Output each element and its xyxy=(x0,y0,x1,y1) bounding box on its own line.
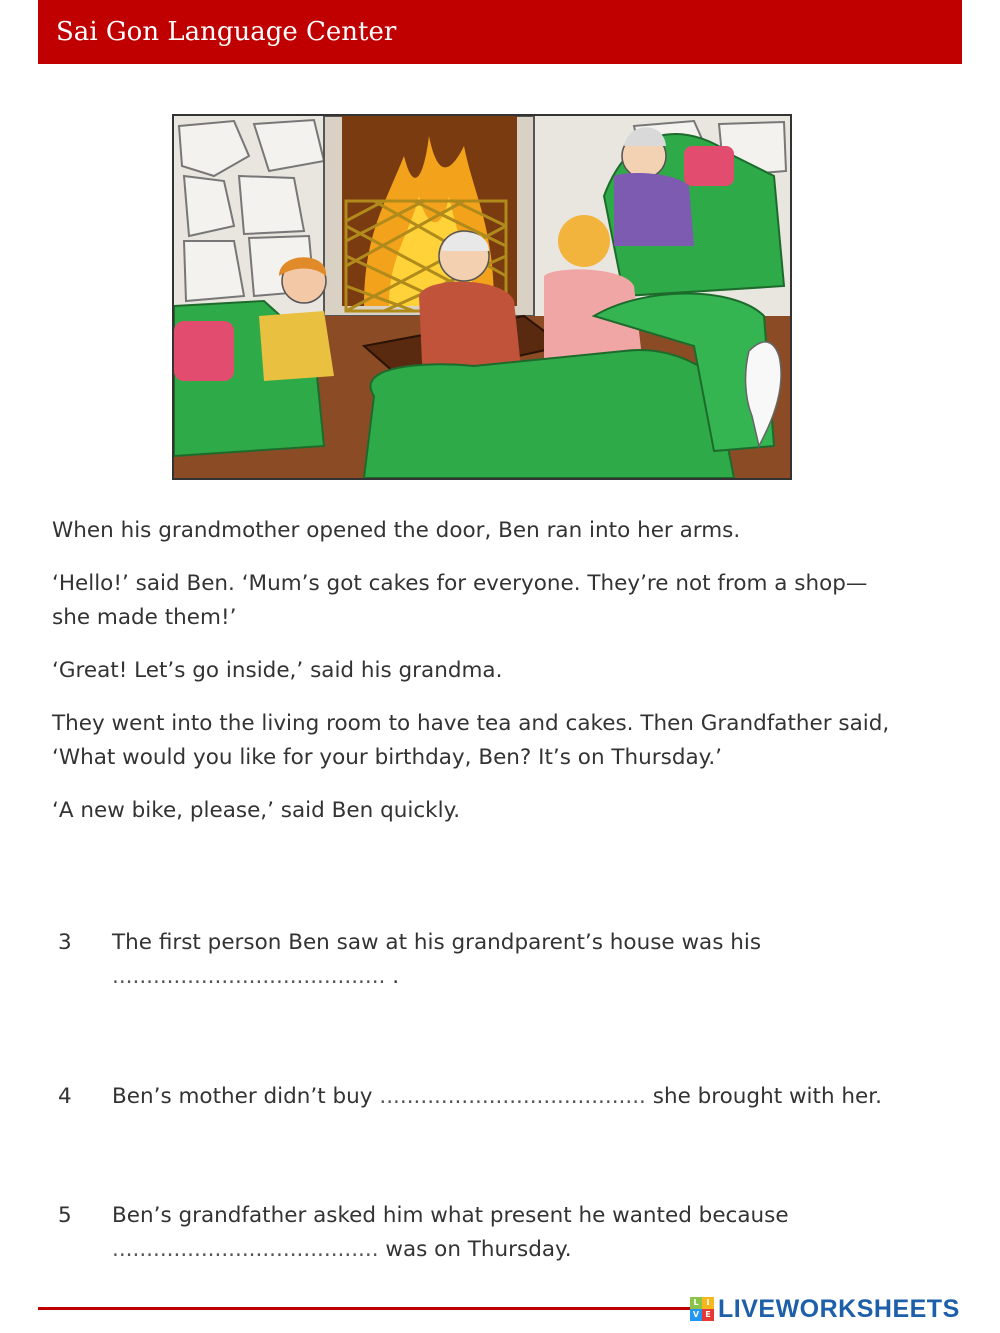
story-line: They went into the living room to have tea and cakes. Then Grandfather said, xyxy=(52,711,890,736)
question-text-end: was on Thursday. xyxy=(378,1237,572,1262)
liveworksheets-wordmark: LIVEWORKSHEETS xyxy=(718,1294,960,1323)
question-3 xyxy=(58,926,938,994)
question-text: The first person Ben saw at his grandparent’s house was his xyxy=(112,930,762,955)
story-paragraph xyxy=(52,654,932,688)
story-illustration xyxy=(172,114,792,480)
header-title: Sai Gon Language Center xyxy=(56,17,397,47)
badge-letter: I xyxy=(702,1297,714,1309)
story-paragraph xyxy=(52,567,932,635)
answer-blank[interactable]: ....................................... xyxy=(379,1084,646,1109)
question-text: Ben’s grandfather asked him what present he wanted because xyxy=(112,1203,789,1228)
footer-divider xyxy=(38,1307,698,1310)
question-number: 3 xyxy=(58,930,72,955)
question-4 xyxy=(58,1080,938,1114)
story-line: ‘What would you like for your birthday, Ben? It’s on Thursday.’ xyxy=(52,745,722,770)
story-line: ‘Great! Let’s go inside,’ said his grandma. xyxy=(52,658,503,683)
question-text-end: . xyxy=(385,964,400,989)
liveworksheets-badge-icon xyxy=(690,1297,714,1321)
answer-blank[interactable]: ........................................ xyxy=(112,964,386,989)
badge-letter: E xyxy=(702,1309,714,1321)
header-bar xyxy=(38,0,962,64)
answer-blank[interactable]: ....................................... xyxy=(112,1237,379,1262)
story-text xyxy=(52,514,932,847)
story-paragraph xyxy=(52,794,932,828)
story-paragraph xyxy=(52,707,932,775)
badge-letter: V xyxy=(690,1309,702,1321)
question-number: 4 xyxy=(58,1084,72,1109)
story-line: When his grandmother opened the door, Ben ran into her arms. xyxy=(52,518,741,543)
question-text: Ben’s mother didn’t buy xyxy=(112,1084,380,1109)
story-line: she made them!’ xyxy=(52,605,237,630)
question-5 xyxy=(58,1199,938,1267)
badge-letter: L xyxy=(690,1297,702,1309)
question-text-end: she brought with her. xyxy=(645,1084,882,1109)
story-line: ‘A new bike, please,’ said Ben quickly. xyxy=(52,798,461,823)
story-paragraph xyxy=(52,514,932,548)
story-line: ‘Hello!’ said Ben. ‘Mum’s got cakes for everyone. They’re not from a shop— xyxy=(52,571,868,596)
liveworksheets-logo[interactable] xyxy=(690,1292,990,1326)
question-number: 5 xyxy=(58,1203,72,1228)
